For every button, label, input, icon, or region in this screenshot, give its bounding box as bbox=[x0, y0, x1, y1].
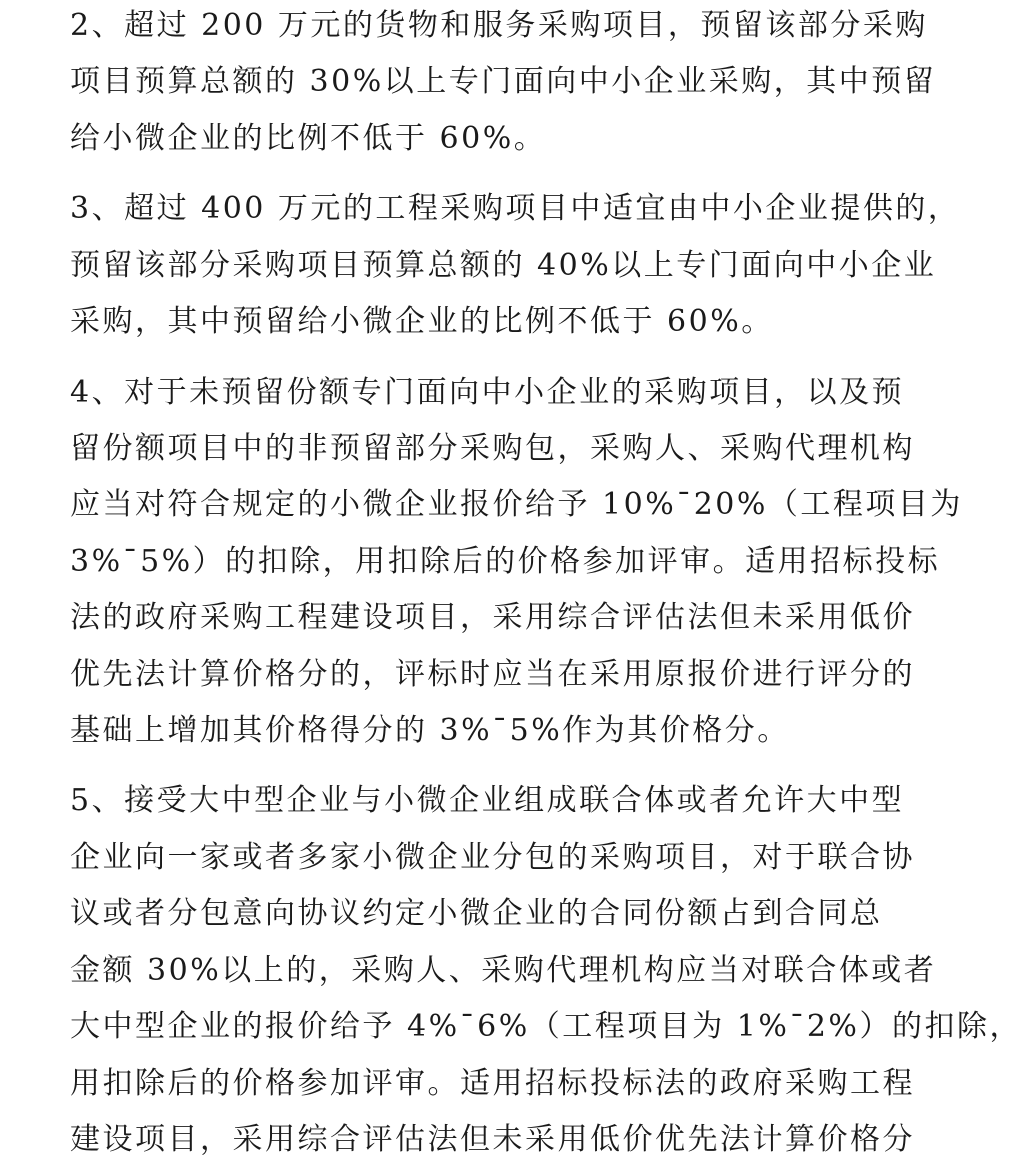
paragraph-5-line-7: 建设项目，采用综合评估法但未采用低价优先法计算价格分 bbox=[70, 1122, 915, 1157]
paragraph-3-line-2: 预留该部分采购项目预算总额的 40%以上专门面向中小企业 bbox=[70, 248, 937, 283]
paragraph-4-line-6: 优先法计算价格分的，评标时应当在采用原报价进行评分的 bbox=[70, 657, 915, 692]
paragraph-3-line-3: 采购，其中预留给小微企业的比例不低于 60%。 bbox=[70, 304, 774, 339]
paragraph-4-line-2: 留份额项目中的非预留部分采购包，采购人、采购代理机构 bbox=[70, 431, 915, 466]
paragraph-4-line-1: 4、对于未预留份额专门面向中小企业的采购项目，以及预 bbox=[70, 375, 905, 410]
paragraph-2-line-1: 2、超过 200 万元的货物和服务采购项目，预留该部分采购 bbox=[70, 8, 928, 43]
paragraph-5-line-5: 大中型企业的报价给予 4%¯6%（工程项目为 1%¯2%）的扣除， bbox=[70, 1009, 1022, 1044]
paragraph-4-line-5: 法的政府采购工程建设项目，采用综合评估法但未采用低价 bbox=[70, 600, 915, 635]
paragraph-4-line-3: 应当对符合规定的小微企业报价给予 10%¯20%（工程项目为 bbox=[70, 487, 963, 522]
paragraph-3-line-1: 3、超过 400 万元的工程采购项目中适宜由中小企业提供的， bbox=[70, 191, 961, 226]
paragraph-5-line-2: 企业向一家或者多家小微企业分包的采购项目，对于联合协 bbox=[70, 840, 915, 875]
paragraph-5-line-4: 金额 30%以上的，采购人、采购代理机构应当对联合体或者 bbox=[70, 953, 937, 988]
paragraph-4-line-4: 3%¯5%）的扣除，用扣除后的价格参加评审。适用招标投标 bbox=[70, 544, 941, 579]
paragraph-2-line-3: 给小微企业的比例不低于 60%。 bbox=[70, 121, 547, 156]
paragraph-4-line-7: 基础上增加其价格得分的 3%¯5%作为其价格分。 bbox=[70, 713, 790, 748]
paragraph-5-line-1: 5、接受大中型企业与小微企业组成联合体或者允许大中型 bbox=[70, 783, 905, 818]
paragraph-5-line-3: 议或者分包意向协议约定小微企业的合同份额占到合同总 bbox=[70, 896, 883, 931]
paragraph-5-line-6: 用扣除后的价格参加评审。适用招标投标法的政府采购工程 bbox=[70, 1066, 915, 1101]
paragraph-2-line-2: 项目预算总额的 30%以上专门面向中小企业采购，其中预留 bbox=[70, 64, 937, 99]
